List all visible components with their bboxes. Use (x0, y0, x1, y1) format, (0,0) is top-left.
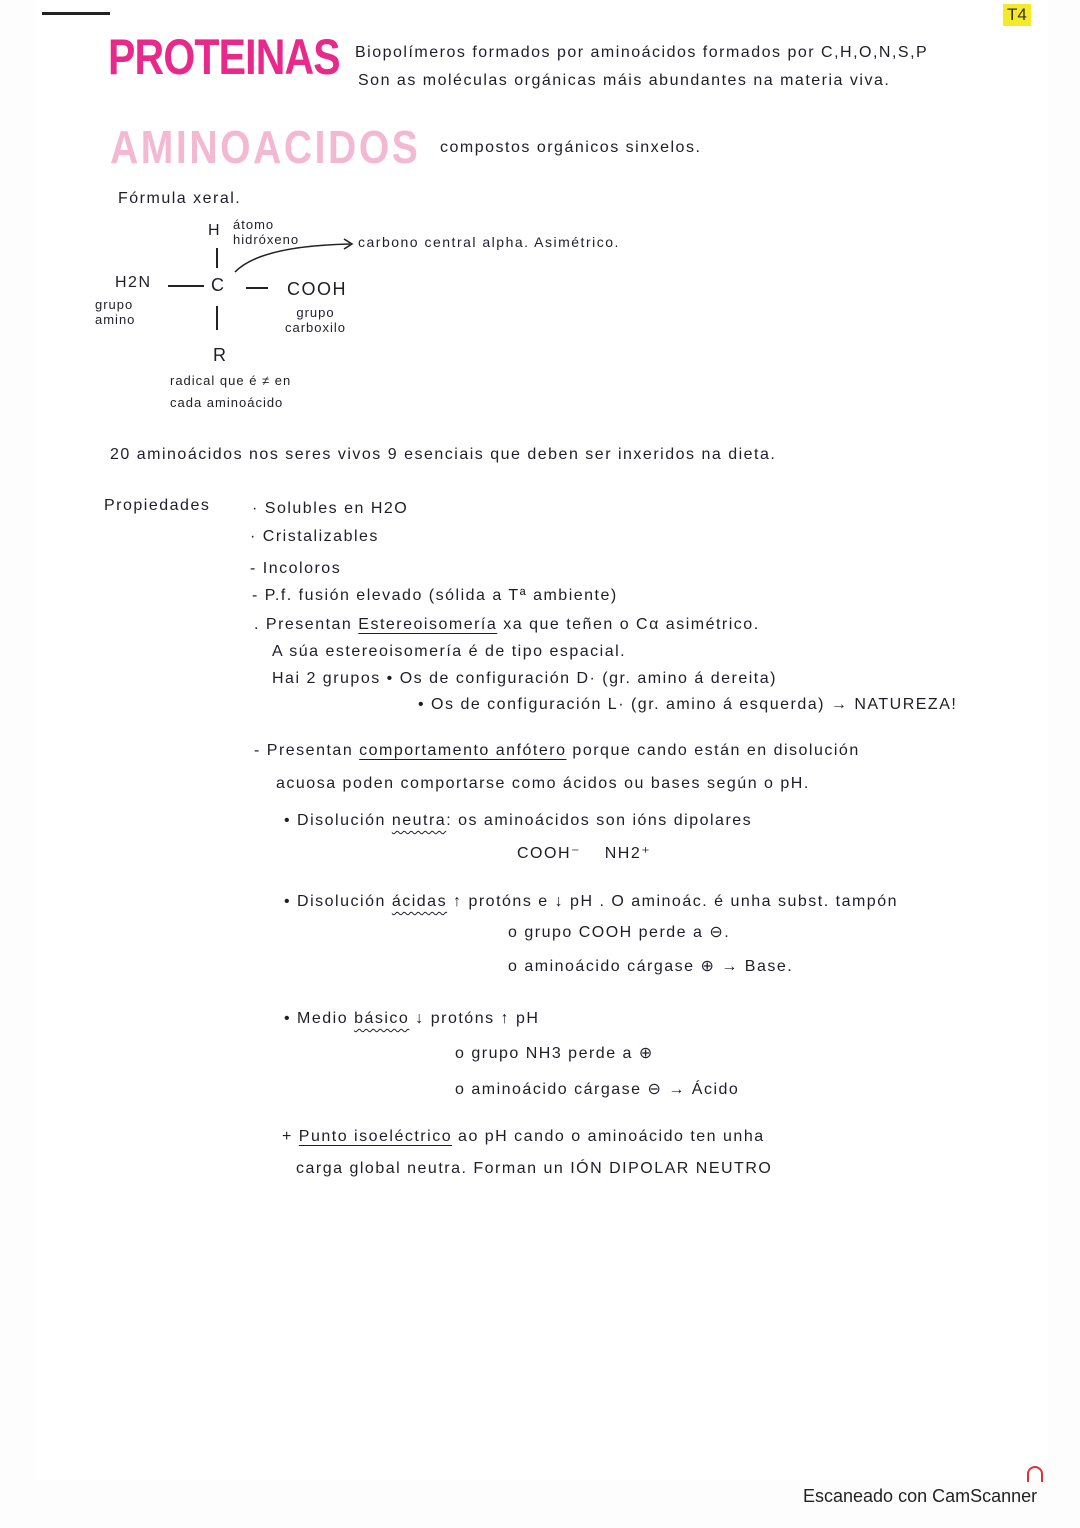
prop-3: - Incoloros (250, 560, 342, 577)
acida-line (284, 893, 898, 911)
bond-bottom (216, 306, 218, 330)
formula-r-note: radical que é ≠ en cada aminoácido (170, 373, 292, 410)
neutra-line (284, 812, 752, 830)
isoelectrico-line (282, 1128, 765, 1146)
page-badge: T4 (1003, 4, 1031, 26)
acida-line-2: o grupo COOH perde a ⊖. (508, 924, 731, 941)
formula-c: C (211, 275, 226, 295)
title-proteinas: PROTEINAS (108, 29, 340, 85)
basico-a: • Medio (284, 1010, 355, 1027)
isoelectrico-a: + (282, 1128, 299, 1145)
bond-right (246, 287, 268, 289)
prop-7: Hai 2 grupos • Os de configuración D· (gr. amino á dereita) (272, 670, 777, 687)
acida-line-3: o aminoácido cárgase ⊕ → Base. (508, 958, 794, 975)
formula-label: Fórmula xeral. (118, 190, 242, 207)
formula-cooh: COOH (287, 279, 347, 299)
prop-6: A súa estereoisomería é de tipo espacial. (272, 643, 627, 660)
scanner-watermark: Escaneado con CamScanner (803, 1486, 1038, 1506)
proteinas-line-1: Biopolímeros formados por aminoácidos formados por C,H,O,N,S,P (355, 44, 929, 61)
arrow-icon (230, 236, 360, 276)
formula-h: H (208, 222, 222, 239)
formula-arrow-note: carbono central alpha. Asimétrico. (358, 234, 620, 250)
prop-2: · Cristalizables (250, 528, 379, 545)
basico-line-2: o grupo NH3 perde a ⊕ (455, 1045, 654, 1062)
neutra-b: : os aminoácidos son ións dipolares (446, 812, 753, 829)
propiedades-label: Propiedades (104, 497, 211, 514)
acida-a: • Disolución (284, 893, 392, 910)
basico-underlined: básico (354, 1010, 410, 1027)
acida-b: ↑ protóns e ↓ pH . O aminoác. é unha subst. tampón (447, 893, 898, 910)
aminoacidos-definition: compostos orgánicos sinxelos. (440, 139, 702, 156)
bond-top (216, 248, 218, 268)
prop-10: acuosa poden comportarse como ácidos ou bases según o pH. (276, 775, 810, 792)
prop-5-b: xa que teñen o Cα asimétrico. (497, 616, 760, 633)
bond-left (168, 285, 204, 287)
neutra-underlined: neutra (391, 812, 447, 829)
acida-underlined: ácidas (391, 893, 448, 910)
basico-b: ↓ protóns ↑ pH (409, 1010, 540, 1027)
prop-4: - P.f. fusión elevado (sólida a Tª ambiente) (252, 587, 618, 604)
formula-amino-note: grupo amino (95, 297, 136, 327)
basico-line-3: o aminoácido cárgase ⊖ → Ácido (455, 1081, 740, 1098)
prop-9 (254, 742, 860, 760)
isoelectrico-b: ao pH cando o aminoácido ten unha (452, 1128, 765, 1145)
notebook-page (36, 0, 1048, 1480)
top-mark (42, 12, 110, 15)
prop-8: • Os de configuración L· (gr. amino á esquerda) → NATUREZA! (418, 696, 958, 713)
proteinas-line-2: Son as moléculas orgánicas máis abundantes na materia viva. (358, 72, 891, 89)
prop-9-a: - Presentan (254, 742, 360, 759)
prop-9-underlined: comportamento anfótero (359, 742, 567, 759)
prop-9-b: porque cando están en disolución (566, 742, 860, 759)
neutra-a: • Disolución (284, 812, 392, 829)
prop-5-a: . Presentan (254, 616, 359, 633)
formula-h-note: átomo hidróxeno (233, 217, 300, 247)
basico-line (284, 1010, 539, 1028)
title-aminoacidos: AMINOACIDOS (110, 121, 421, 173)
neutra-ions: COOH⁻ NH2⁺ (517, 845, 652, 862)
prop-5 (254, 616, 760, 634)
prop-1: · Solubles en H2O (252, 500, 409, 517)
camscanner-logo-icon (1027, 1466, 1043, 1482)
isoelectrico-underlined: Punto isoeléctrico (298, 1128, 453, 1145)
prop-5-underlined: Estereoisomería (358, 616, 498, 633)
intro-line: 20 aminoácidos nos seres vivos 9 esenciais que deben ser inxeridos na dieta. (110, 446, 777, 463)
formula-h2n: H2N (115, 274, 152, 291)
formula-carboxilo-note: grupo carboxilo (284, 305, 347, 335)
isoelectrico-line-2: carga global neutra. Forman un IÓN DIPOLAR NEUTRO (296, 1160, 773, 1177)
formula-r: R (213, 345, 228, 365)
